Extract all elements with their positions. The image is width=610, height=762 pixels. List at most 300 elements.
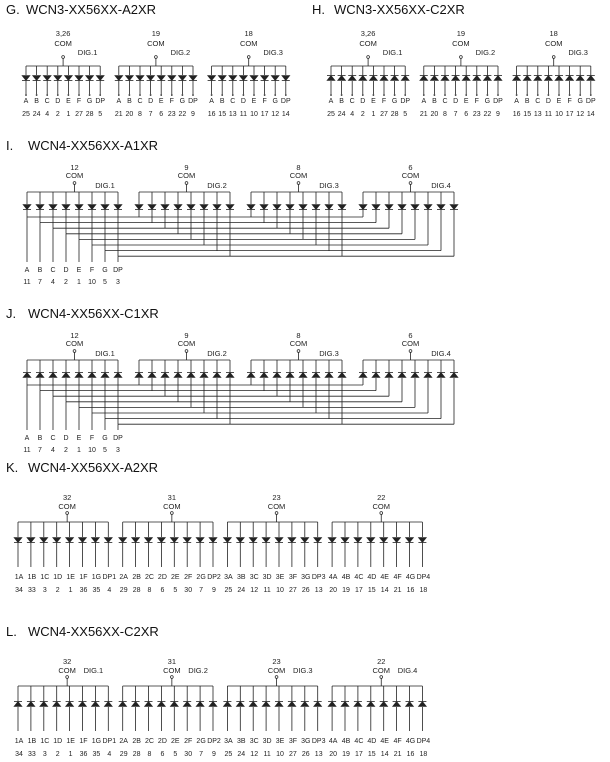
sec-J-diode-3-6	[437, 373, 445, 378]
sec-G-dot-2-2	[232, 94, 234, 96]
sec-K-diode-1-2	[145, 538, 153, 543]
sec-K-seg-pin-3-2: 17	[355, 587, 363, 594]
sec-G-dot-2-1	[221, 94, 223, 96]
sec-L-diode-0-7	[104, 702, 112, 707]
sec-K-seg-label-0-5: 1F	[79, 574, 88, 581]
sec-K-seg-label-1-3: 2D	[157, 574, 167, 581]
sec-K-diode-1-3	[157, 538, 165, 543]
sec-K-diode-1-5	[183, 538, 191, 543]
sec-H-diode-2-5	[566, 76, 574, 81]
sec-K-diode-3-7	[418, 538, 426, 543]
sec-H-seg-pin-1-3: 7	[453, 111, 458, 118]
sec-K-diode-2-2	[249, 538, 257, 543]
sec-H-diode-2-2	[534, 76, 542, 81]
sec-K-com-pin-1: 31	[167, 493, 177, 502]
sec-K-seg-pin-2-7: 13	[314, 587, 323, 594]
sec-H-seg-pin-0-3: 2	[360, 111, 365, 118]
sec-K-seg-pin-3-5: 21	[393, 587, 402, 594]
sec-G-diode-1-3	[147, 76, 155, 81]
sec-G-dot-0-3	[57, 94, 59, 96]
sec-L-com-label-0: COM	[58, 666, 76, 675]
sec-J-diode-2-3	[286, 373, 294, 378]
sec-L-diode-0-3	[53, 702, 61, 707]
sec-H-dot-1-6	[487, 94, 489, 96]
sec-G-seg-label-0-4: E	[66, 98, 71, 105]
sec-K-diode-2-1	[236, 538, 244, 543]
sec-I-bottom-label-1: B	[37, 267, 43, 274]
sec-J-com-label-1: COM	[177, 339, 196, 348]
sec-J-diode-0-5	[88, 373, 96, 378]
sec-J-com-node-0	[73, 350, 76, 353]
sec-J-diode-2-5	[312, 373, 320, 378]
sec-J-com-pin-2: 8	[296, 331, 301, 340]
sec-I-bottom-label-7: DP	[113, 267, 123, 274]
sec-G-com-pin-0: 3,26	[55, 29, 71, 38]
sec-K-seg-label-1-4: 2E	[171, 574, 180, 581]
sec-K-seg-label-2-2: 3C	[249, 574, 259, 581]
sec-I-diode-3-2	[385, 205, 393, 210]
sec-K-diode-3-2	[354, 538, 362, 543]
sec-K-diode-3-0	[328, 538, 336, 543]
sec-K-seg-label-2-6: 3G	[301, 574, 311, 581]
sec-K-seg-pin-1-3: 6	[160, 587, 165, 594]
sec-I-dig-label-1: DIG.2	[207, 181, 227, 190]
sec-G-dot-0-6	[89, 94, 91, 96]
sec-L-diode-3-2	[354, 702, 362, 707]
sec-L-seg-pin-3-3: 15	[367, 751, 376, 758]
sec-L-seg-label-3-2: 4C	[354, 738, 364, 745]
sec-L-diode-0-2	[40, 702, 48, 707]
sec-L-seg-label-2-7: DP3	[311, 738, 326, 745]
sec-G-diode-1-7	[189, 76, 197, 81]
sec-I-bottom-pin-3: 2	[64, 279, 68, 286]
sec-H-com-pin-2: 18	[549, 29, 558, 38]
sec-G-dot-1-3	[150, 94, 152, 96]
sec-J-diode-0-7	[114, 373, 122, 378]
sec-J-diode-3-1	[372, 373, 380, 378]
sec-K-seg-pin-1-5: 30	[184, 587, 193, 594]
sec-G-seg-pin-2-2: 13	[228, 111, 237, 118]
sec-K-seg-pin-1-7: 9	[212, 587, 216, 594]
sec-H-dot-1-1	[434, 94, 436, 96]
sec-L-seg-pin-3-1: 19	[342, 751, 350, 758]
sec-J-diode-1-6	[213, 373, 221, 378]
sec-G-seg-pin-1-5: 23	[167, 111, 176, 118]
sec-L-seg-pin-0-1: 33	[28, 751, 36, 758]
sec-G-seg-label-1-2: C	[137, 98, 143, 105]
sec-K-com-node-3	[380, 512, 383, 515]
sec-L-diode-2-2	[249, 702, 257, 707]
sec-K-seg-pin-2-4: 10	[276, 587, 284, 594]
sec-G-diode-2-0	[208, 76, 216, 81]
sec-I-diode-1-7	[226, 205, 234, 210]
sec-J-diode-3-4	[411, 373, 419, 378]
sec-H-seg-label-2-2: C	[535, 98, 541, 105]
sec-G-seg-label-1-1: B	[127, 98, 132, 105]
sec-J-bottom-label-2: C	[50, 435, 56, 442]
sec-H-seg-label-0-3: D	[360, 98, 366, 105]
sec-K-seg-label-1-6: 2G	[196, 574, 206, 581]
sec-I-bottom-label-2: C	[50, 267, 56, 274]
sec-H-diode-1-6	[483, 76, 491, 81]
sec-K-diode-1-1	[132, 538, 140, 543]
sec-I-com-pin-2: 8	[296, 163, 301, 172]
sec-J-bottom-pin-2: 4	[51, 447, 55, 454]
sec-H-dot-1-5	[476, 94, 478, 96]
sec-L-seg-label-2-1: 3B	[237, 738, 246, 745]
sec-G-seg-pin-0-4: 1	[66, 111, 71, 118]
sec-H-seg-label-0-2: C	[349, 98, 355, 105]
sec-K-seg-label-2-1: 3B	[237, 574, 246, 581]
sec-L-diode-3-5	[393, 702, 401, 707]
sec-L-seg-label-2-3: 3D	[262, 738, 272, 745]
sec-I-diode-2-1	[260, 205, 268, 210]
sec-H-seg-pin-1-6: 22	[483, 111, 492, 118]
sec-K-seg-pin-0-7: 4	[107, 587, 112, 594]
sec-I-bottom-label-3: D	[63, 267, 69, 274]
sec-I-bottom-pin-4: 1	[77, 279, 81, 286]
sec-K-seg-label-3-4: 4E	[380, 574, 389, 581]
sec-K-seg-pin-0-3: 2	[55, 587, 60, 594]
sec-I-com-label-2: COM	[289, 171, 308, 180]
sec-L-seg-pin-2-4: 10	[276, 751, 284, 758]
sec-G-diode-0-1	[33, 76, 41, 81]
sec-G-dot-0-5	[78, 94, 80, 96]
sec-L-diode-3-1	[341, 702, 349, 707]
sec-L-diode-2-0	[223, 702, 231, 707]
sec-I-com-node-1	[185, 182, 188, 185]
sec-G-seg-pin-2-4: 10	[250, 111, 258, 118]
sec-H-seg-pin-2-5: 17	[565, 111, 574, 118]
sec-G-diode-2-2	[229, 76, 237, 81]
sec-K-seg-pin-2-1: 24	[237, 587, 246, 594]
section-k-letter: K.	[6, 460, 19, 475]
sec-G-dig-label-0: DIG.1	[77, 48, 98, 57]
sec-H-dot-2-5	[569, 94, 571, 96]
sec-H-dot-1-7	[497, 94, 499, 96]
sec-G-seg-label-1-5: F	[169, 98, 174, 105]
sec-K-seg-pin-0-1: 33	[28, 587, 36, 594]
section-k-title: WCN4-XX56XX-A2XR	[28, 460, 159, 475]
sec-H-dot-0-7	[404, 94, 406, 96]
sec-G-seg-label-2-2: C	[230, 98, 236, 105]
sec-K-seg-pin-1-4: 5	[173, 587, 178, 594]
sec-I-diode-1-2	[161, 205, 169, 210]
sec-L-seg-label-0-0: 1A	[14, 738, 24, 745]
sec-G-dot-1-7	[192, 94, 194, 96]
sec-G-dot-1-0	[118, 94, 120, 96]
sec-I-diode-1-1	[148, 205, 156, 210]
sec-K-seg-pin-1-0: 29	[119, 587, 128, 594]
sec-K-seg-pin-2-2: 12	[250, 587, 259, 594]
sec-L-seg-pin-2-5: 27	[289, 751, 297, 758]
sec-I-diode-1-5	[200, 205, 208, 210]
sec-H-seg-label-1-0: A	[421, 98, 427, 105]
sec-H-seg-label-1-2: C	[442, 98, 448, 105]
sec-K-seg-pin-2-3: 11	[263, 587, 271, 594]
sec-I-bottom-pin-0: 11	[23, 279, 31, 286]
sec-J-diode-1-5	[200, 373, 208, 378]
sec-H-seg-label-1-6: G	[484, 98, 491, 105]
sec-L-seg-label-2-2: 3C	[249, 738, 259, 745]
sec-J-diode-1-4	[187, 373, 195, 378]
sec-H-diode-1-2	[441, 76, 449, 81]
sec-J-bottom-label-6: G	[102, 435, 108, 442]
sec-G-diode-0-2	[43, 76, 51, 81]
sec-G-seg-pin-0-3: 2	[55, 111, 60, 118]
sec-I-diode-3-1	[372, 205, 380, 210]
sec-L-seg-pin-3-2: 17	[355, 751, 363, 758]
sec-K-diode-2-7	[314, 538, 322, 543]
sec-L-com-node-0	[66, 676, 69, 679]
sec-G-seg-pin-1-7: 9	[191, 111, 195, 118]
sec-J-diode-2-6	[325, 373, 333, 378]
sec-G-seg-pin-0-5: 27	[75, 111, 83, 118]
sec-L-seg-pin-1-2: 8	[147, 751, 152, 758]
sec-J-bottom-pin-7: 3	[116, 447, 120, 454]
sec-G-diode-0-0	[22, 76, 30, 81]
sec-J-diode-2-0	[247, 373, 255, 378]
sec-H-seg-label-2-7: DP	[585, 98, 596, 105]
sec-I-com-label-0: COM	[65, 171, 84, 180]
sec-L-diode-1-3	[157, 702, 165, 707]
sec-I-dig-label-3: DIG.4	[431, 181, 451, 190]
sec-G-seg-label-2-7: DP	[280, 98, 291, 105]
sec-I-diode-3-4	[411, 205, 419, 210]
sec-H-diode-0-7	[401, 76, 409, 81]
sec-L-diode-1-7	[209, 702, 217, 707]
sec-K-seg-label-3-3: 4D	[367, 574, 377, 581]
sec-J-diode-1-1	[148, 373, 156, 378]
sec-I-diode-3-3	[398, 205, 406, 210]
sec-G-dot-2-6	[274, 94, 276, 96]
sec-K-diode-0-1	[27, 538, 35, 543]
sec-J-com-node-2	[297, 350, 300, 353]
sec-G-seg-pin-1-1: 20	[125, 111, 134, 118]
sec-G-seg-label-2-1: B	[219, 98, 225, 105]
sec-G-diode-0-4	[64, 76, 72, 81]
sec-K-diode-1-6	[196, 538, 204, 543]
sec-L-diode-3-6	[406, 702, 414, 707]
sec-L-diode-2-7	[314, 702, 322, 707]
sec-K-seg-label-0-3: 1D	[53, 574, 63, 581]
section-h-letter: H.	[312, 2, 325, 17]
sec-H-diode-2-7	[587, 76, 595, 81]
sec-J-com-label-2: COM	[289, 339, 308, 348]
sec-K-seg-pin-3-4: 14	[380, 587, 389, 594]
sec-G-seg-label-2-0: A	[209, 98, 214, 105]
sec-G-seg-label-2-4: E	[251, 98, 257, 105]
sec-I-bottom-pin-6: 5	[103, 279, 107, 286]
sec-K-seg-label-0-6: 1G	[91, 574, 102, 581]
sec-G-diode-2-3	[239, 76, 247, 81]
sec-I-diode-1-0	[135, 205, 143, 210]
sec-I-diode-0-5	[88, 205, 96, 210]
sec-I-com-label-3: COM	[401, 171, 420, 180]
sec-J-diode-0-3	[62, 373, 70, 378]
sec-G-seg-label-1-4: E	[158, 98, 164, 105]
sec-L-diode-1-6	[196, 702, 204, 707]
sec-H-seg-pin-2-4: 10	[555, 111, 563, 118]
sec-G-diode-1-0	[115, 76, 123, 81]
sec-H-dot-0-2	[351, 94, 353, 96]
sec-L-seg-pin-1-4: 5	[173, 751, 178, 758]
sec-L-seg-label-2-4: 3E	[275, 738, 285, 745]
sec-H-seg-pin-2-3: 11	[544, 111, 553, 118]
sec-L-seg-label-1-7: DP2	[207, 738, 221, 745]
sec-G-diode-0-7	[96, 76, 104, 81]
sec-I-com-label-1: COM	[177, 171, 196, 180]
sec-H-diode-0-4	[369, 76, 377, 81]
sec-J-bottom-label-3: D	[63, 435, 69, 442]
sec-G-diode-2-7	[282, 76, 290, 81]
sec-G-seg-pin-2-6: 12	[271, 111, 280, 118]
sec-K-seg-pin-3-6: 16	[406, 587, 415, 594]
section-g-letter: G.	[6, 2, 20, 17]
sec-J-diode-0-6	[101, 373, 109, 378]
sec-K-com-pin-3: 22	[377, 493, 386, 502]
sec-I-diode-2-3	[286, 205, 294, 210]
sec-K-diode-0-2	[40, 538, 48, 543]
sec-H-seg-label-0-1: B	[339, 98, 344, 105]
sec-K-com-label-3: COM	[372, 502, 390, 511]
sec-J-com-node-1	[185, 350, 188, 353]
sec-H-seg-pin-0-7: 5	[403, 111, 408, 118]
sec-G-com-node-2	[247, 56, 250, 59]
sec-J-bottom-label-7: DP	[113, 435, 123, 442]
sec-K-diode-2-0	[223, 538, 231, 543]
sec-L-diode-2-4	[275, 702, 283, 707]
sec-J-diode-3-2	[385, 373, 393, 378]
sec-G-dot-1-4	[160, 94, 162, 96]
sec-L-seg-pin-2-2: 12	[250, 751, 259, 758]
sec-K-seg-label-3-5: 4F	[393, 574, 402, 581]
sec-H-seg-pin-2-7: 14	[586, 111, 595, 118]
sec-K-diode-1-4	[170, 538, 178, 543]
sec-G-seg-label-0-3: D	[55, 98, 61, 105]
sec-H-dot-0-0	[330, 94, 332, 96]
sec-I-dig-label-0: DIG.1	[95, 181, 115, 190]
sec-L-seg-pin-1-0: 29	[119, 751, 128, 758]
sec-K-seg-label-1-2: 2C	[145, 574, 154, 581]
sec-I-diode-0-6	[101, 205, 109, 210]
sec-L-com-node-2	[275, 676, 278, 679]
sec-I-com-pin-1: 9	[184, 163, 189, 172]
sec-G-dig-label-2: DIG.3	[263, 48, 283, 57]
sec-I-diode-1-3	[174, 205, 182, 210]
section-g-title: WCN3-XX56XX-A2XR	[26, 2, 157, 17]
sec-J-bottom-label-5: F	[89, 435, 95, 442]
sec-K-com-node-0	[66, 512, 69, 515]
sec-K-com-label-0: COM	[58, 502, 76, 511]
sec-G-seg-pin-1-0: 21	[114, 111, 123, 118]
sec-G-seg-pin-2-5: 17	[260, 111, 269, 118]
sec-K-seg-label-0-1: 1B	[27, 574, 37, 581]
sec-I-diode-0-2	[49, 205, 57, 210]
sec-H-com-pin-1: 19	[456, 29, 466, 38]
sec-L-seg-pin-0-3: 2	[55, 751, 60, 758]
sec-H-seg-label-2-3: D	[545, 98, 551, 105]
sec-K-seg-pin-2-0: 25	[224, 587, 233, 594]
sec-I-bottom-pin-1: 7	[38, 279, 42, 286]
sec-L-com-node-3	[380, 676, 383, 679]
sec-H-dot-0-1	[341, 94, 343, 96]
sec-H-diode-0-3	[359, 76, 367, 81]
sec-I-bottom-pin-5: 10	[88, 279, 96, 286]
sec-L-seg-pin-0-6: 35	[92, 751, 101, 758]
sec-I-diode-0-3	[62, 205, 70, 210]
sec-H-seg-pin-0-6: 28	[390, 111, 399, 118]
sec-H-seg-label-0-5: F	[381, 98, 387, 105]
sec-K-seg-pin-0-6: 35	[92, 587, 101, 594]
sec-L-diode-0-5	[79, 702, 87, 707]
sec-L-diode-0-6	[91, 702, 99, 707]
sec-L-diode-2-3	[262, 702, 270, 707]
sec-K-seg-label-1-5: 2F	[184, 574, 193, 581]
sec-H-seg-pin-0-1: 24	[337, 111, 346, 118]
sec-L-com-pin-3: 22	[377, 657, 386, 666]
sec-G-seg-label-1-3: D	[148, 98, 154, 105]
sec-G-seg-pin-2-0: 16	[207, 111, 216, 118]
sec-I-com-pin-0: 12	[70, 163, 79, 172]
sec-K-seg-label-3-7: DP4	[416, 574, 431, 581]
sec-H-seg-label-1-1: B	[432, 98, 437, 105]
sec-H-dot-0-6	[394, 94, 396, 96]
sec-H-seg-label-1-5: F	[474, 98, 479, 105]
sec-K-seg-pin-0-2: 3	[42, 587, 47, 594]
sec-J-diode-3-0	[359, 373, 367, 378]
sec-G-seg-pin-2-3: 11	[239, 111, 248, 118]
sec-K-seg-label-1-1: 2B	[132, 574, 141, 581]
sec-L-seg-label-2-0: 3A	[224, 738, 233, 745]
sec-J-com-label-3: COM	[401, 339, 420, 348]
sec-J-bottom-label-0: A	[24, 435, 30, 442]
sec-K-seg-label-0-4: 1E	[66, 574, 75, 581]
sec-L-seg-pin-0-7: 4	[107, 751, 112, 758]
sec-G-seg-label-1-7: DP	[188, 98, 198, 105]
sec-G-seg-label-0-2: C	[44, 98, 50, 105]
sec-K-com-pin-0: 32	[62, 493, 72, 502]
sec-J-com-pin-3: 6	[408, 331, 413, 340]
sec-H-diode-1-1	[430, 76, 438, 81]
sec-L-seg-label-3-6: 4G	[405, 738, 416, 745]
sec-J-diode-2-4	[299, 373, 307, 378]
sec-L-seg-pin-0-5: 36	[79, 751, 88, 758]
sec-G-dot-2-0	[211, 94, 213, 96]
sec-H-seg-label-0-4: E	[371, 98, 376, 105]
sec-J-bottom-pin-6: 5	[103, 447, 107, 454]
sec-J-diode-0-1	[36, 373, 44, 378]
sec-H-seg-label-0-0: A	[328, 98, 334, 105]
sec-H-dot-0-5	[383, 94, 385, 96]
sec-J-diode-3-5	[424, 373, 432, 378]
section-h-title: WCN3-XX56XX-C2XR	[334, 2, 465, 17]
sec-G-seg-pin-1-6: 22	[178, 111, 187, 118]
sec-H-diode-0-2	[348, 76, 356, 81]
sec-K-seg-pin-3-1: 19	[342, 587, 350, 594]
sec-I-diode-0-7	[114, 205, 122, 210]
sec-L-seg-label-3-3: 4D	[367, 738, 377, 745]
sec-K-diode-3-1	[341, 538, 349, 543]
sec-G-com-label-1: COM	[147, 39, 165, 48]
sec-J-bottom-pin-0: 11	[23, 447, 31, 454]
sec-G-seg-label-1-0: A	[116, 98, 122, 105]
sec-J-diode-3-3	[398, 373, 406, 378]
sec-L-diode-0-0	[14, 702, 22, 707]
sec-K-diode-3-5	[393, 538, 401, 543]
sec-K-com-label-2: COM	[267, 502, 286, 511]
sec-K-seg-pin-1-1: 28	[132, 587, 141, 594]
